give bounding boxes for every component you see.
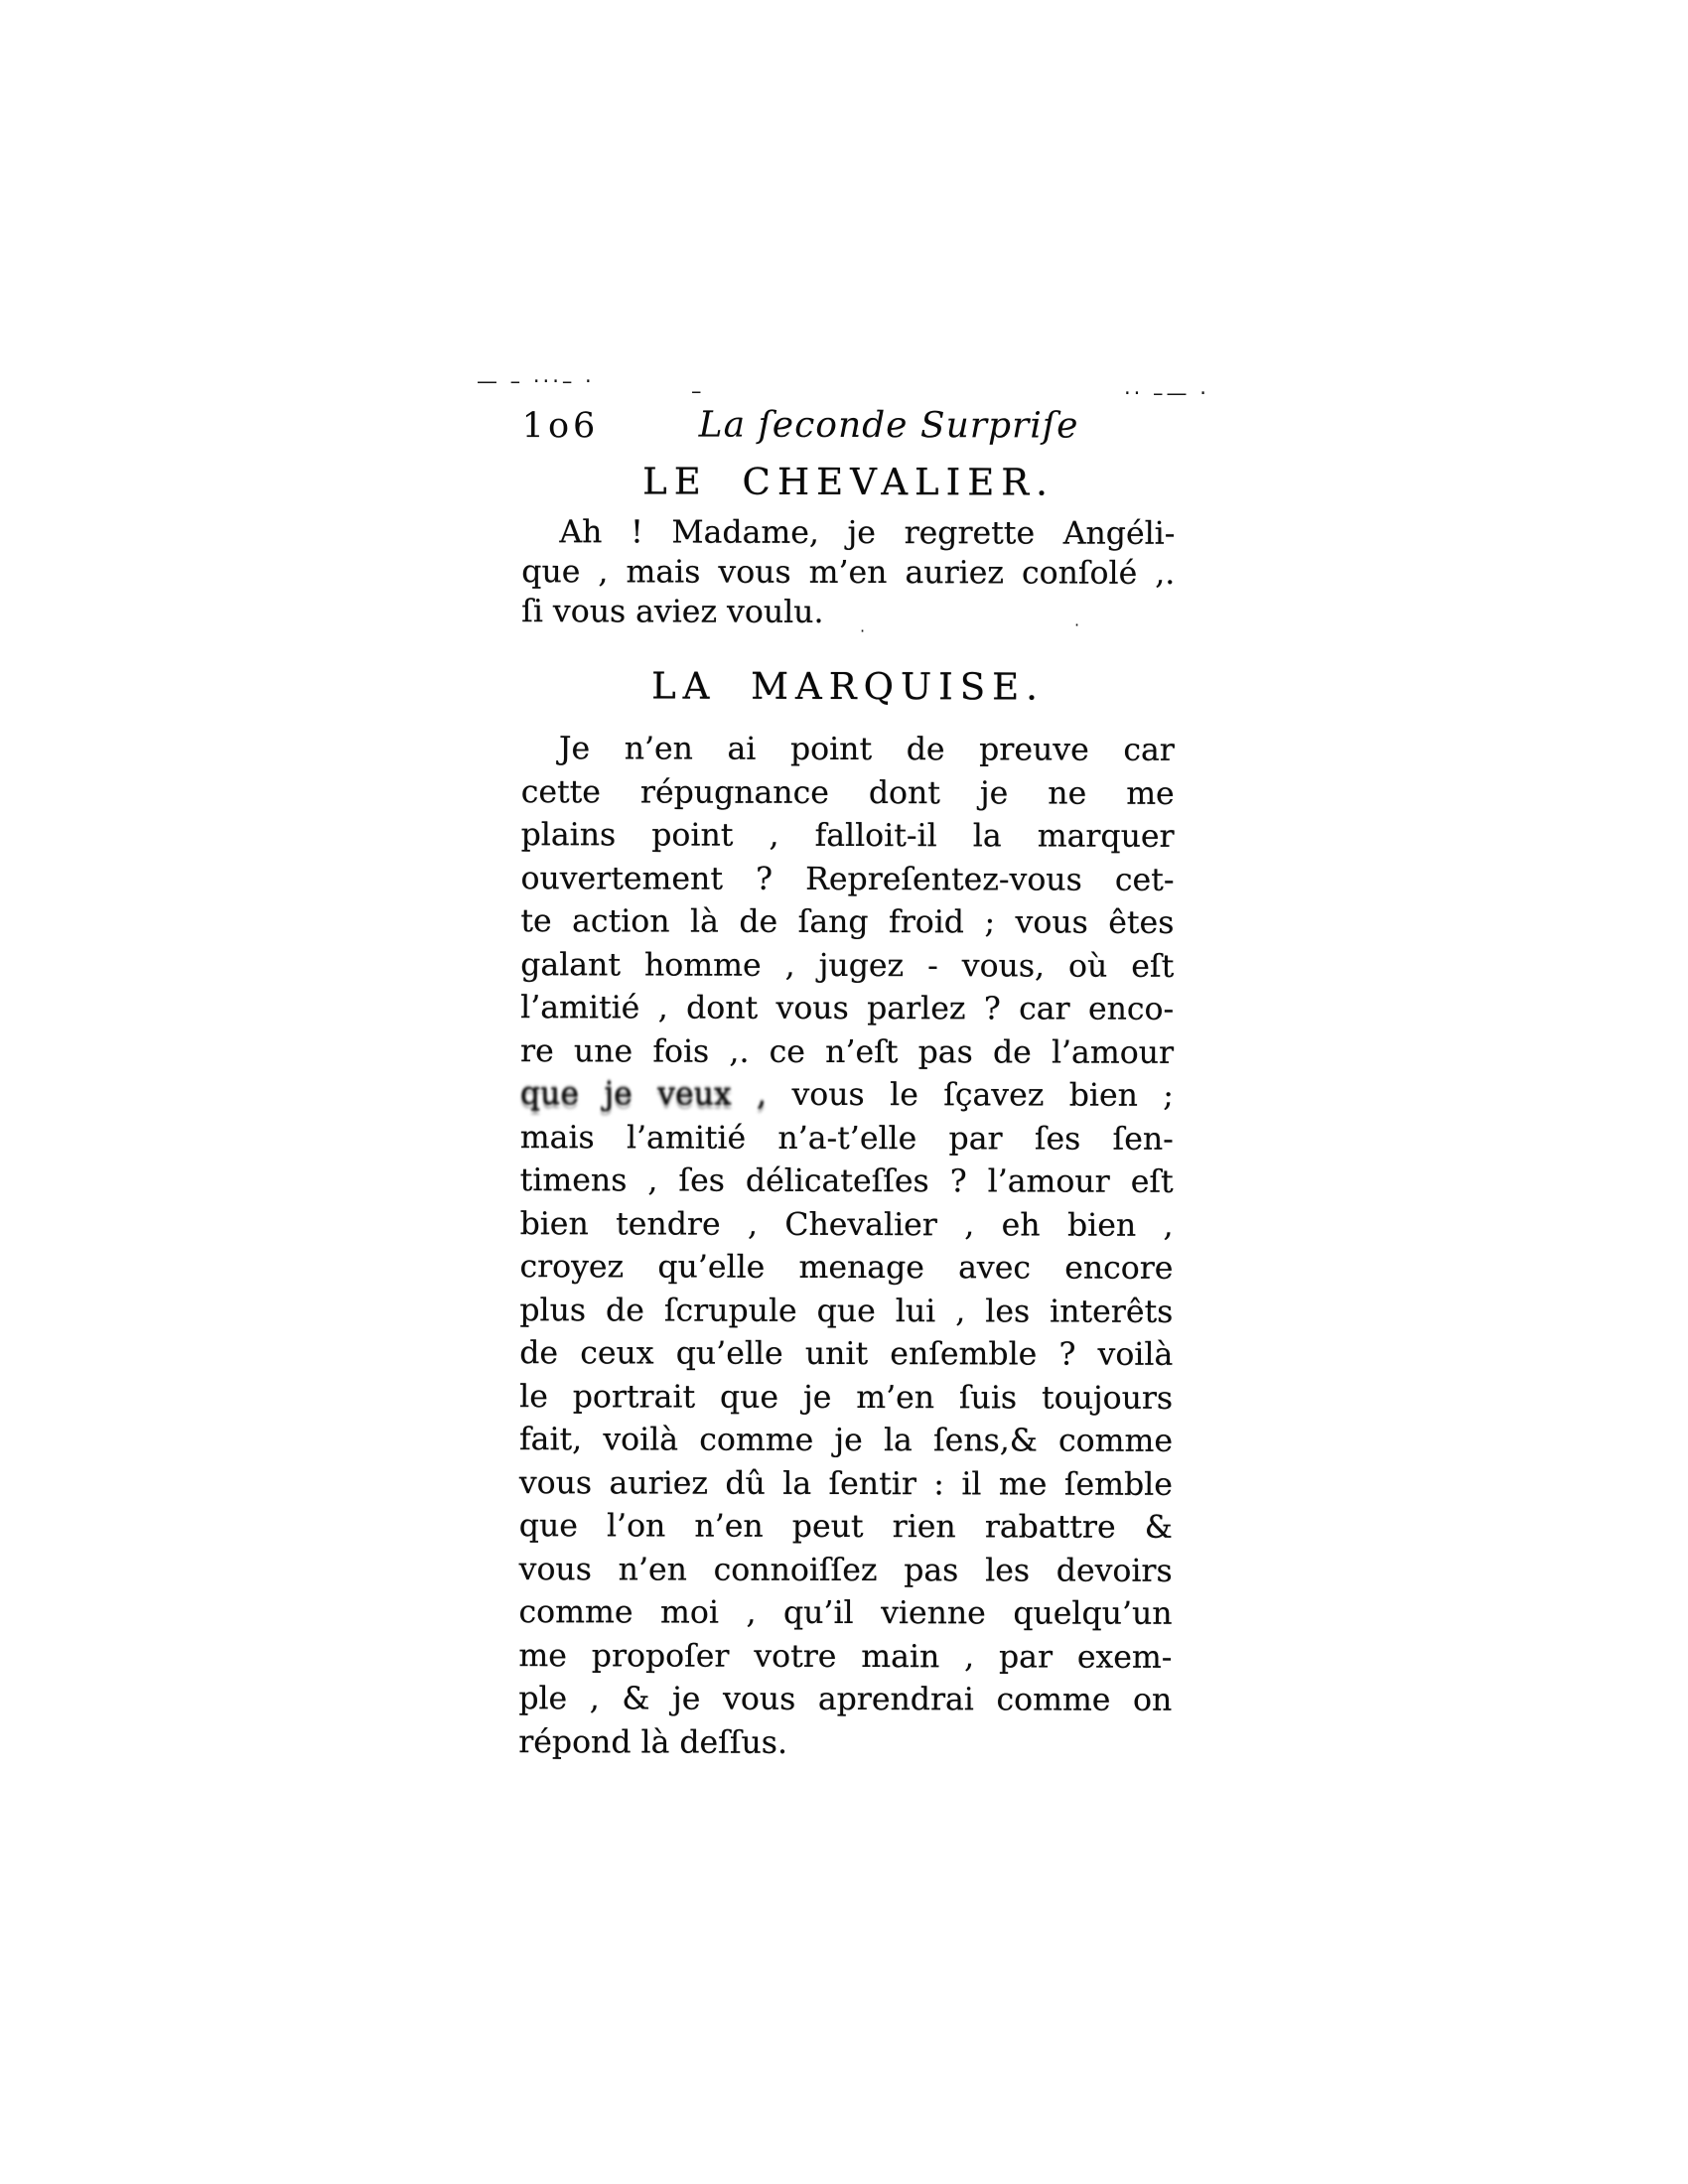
speech-line: fait, voilà comme je la ſens,& comme	[518, 1422, 1174, 1459]
speech-line: de ceux qu’elle unit enſemble ? voilà	[519, 1335, 1174, 1373]
speech-line: re une fois ,. ce n’eſt pas de l’amour	[520, 1032, 1175, 1071]
speech-line: l’amitié , dont vous parlez ? car enco-	[520, 990, 1175, 1027]
speech-line: croyez qu’elle menage avec encore	[519, 1249, 1174, 1287]
speech-line: que , mais vous m’en auriez conſolé ,.	[521, 554, 1176, 592]
speech-line: Je n’en ai point de preuve car	[558, 731, 1175, 768]
speech-line: Ah ! Madame, je regrette Angéli-	[559, 514, 1176, 552]
speech-line: ple , & je vous aprendrai comme on	[518, 1681, 1173, 1718]
page-header	[522, 406, 1176, 456]
scan-artifact-above-title-dash: –	[691, 379, 705, 403]
speech-line: plus de ſcrupule que lui , les interêts	[519, 1292, 1174, 1330]
smudged-text: que je veux ,	[519, 1076, 792, 1113]
scan-artifact-right-dashes: ·· –— ·	[1124, 381, 1209, 405]
speech-line-smudged	[520, 1073, 1174, 1118]
speech-line: mais l’amitié n’a-t’elle par ſes ſen-	[519, 1119, 1174, 1158]
running-title: La ſeconde Surpriſe	[698, 404, 1079, 447]
speech-line: cette répugnance dont je ne me	[520, 773, 1175, 812]
scan-artifact-dot-2: ·	[1074, 615, 1083, 634]
scan-artifact-left-dashes: — – ···– ·	[477, 369, 595, 393]
speech-line: timens , ſes délicateſſes ? l’amour eſt	[519, 1162, 1174, 1200]
speech-line: ſi vous aviez voulu.	[521, 594, 824, 630]
speech-line: comme moi , qu’il vienne quelqu’un	[518, 1594, 1173, 1632]
page-number: 1o6	[521, 406, 600, 447]
clear-text: vous le ſçavez bien ;	[791, 1076, 1174, 1114]
speech-chevalier	[521, 512, 1175, 633]
speech-line: bien tendre , Chevalier , eh bien ,	[519, 1205, 1174, 1244]
speech-line: plains point , falloit-il la marquer	[520, 817, 1175, 855]
speech-line: répond là deſſus.	[518, 1723, 788, 1761]
speech-line: que l’on n’en peut rien rabattre &	[518, 1508, 1173, 1546]
speaker-heading-marquise: LA MARQUISE.	[651, 664, 1045, 709]
text-column	[518, 376, 1176, 1766]
speech-line: vous auriez dû la ſentir : il me ſemble	[518, 1464, 1173, 1503]
speech-line: ouvertement ? Repreſentez-vous cet-	[520, 860, 1175, 898]
speech-line: vous n’en connoiſſez pas les devoirs	[518, 1551, 1173, 1589]
speech-line: me propoſer votre main , par exem-	[518, 1637, 1173, 1676]
speech-line: le portrait que je m’en ſuis toujours	[519, 1378, 1174, 1417]
speech-marquise	[518, 728, 1175, 1766]
speech-line: galant homme , jugez - vous, où eſt	[520, 946, 1175, 985]
scan-artifact-dot-1: ·	[860, 621, 869, 640]
speaker-heading-chevalier: LE CHEVALIER.	[642, 460, 1055, 504]
speech-line: te action là de ſang froid ; vous êtes	[520, 903, 1175, 941]
